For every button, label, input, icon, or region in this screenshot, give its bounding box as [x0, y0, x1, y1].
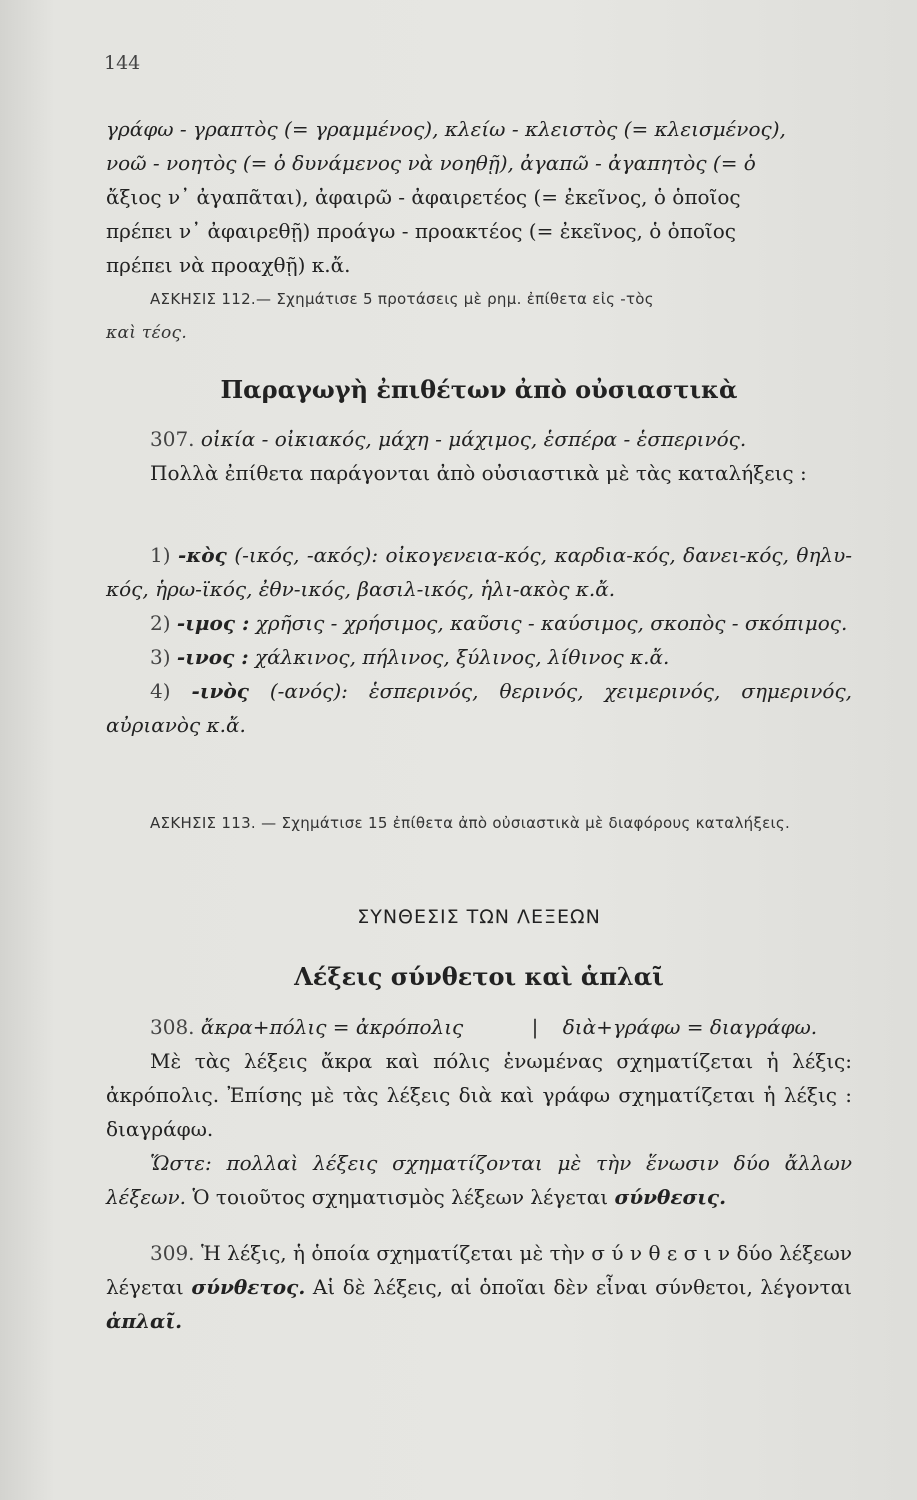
- section-heading-1: [106, 375, 852, 404]
- term-bold: ἁπλαῖ.: [106, 1309, 183, 1333]
- intro-paragraph: [106, 112, 852, 282]
- section-title: ΣΥΝΘΕΣΙΣ ΤΩΝ ΛΕΞΕΩΝ: [357, 906, 601, 928]
- ending-item: 3) -ινος : χάλκινος, πήλινος, ξύλινος, λίθινος κ.ἄ.: [150, 645, 670, 669]
- paragraph-text: Αἱ δὲ λέξεις, αἱ ὁποῖαι δὲν εἶναι σύνθετοι, λέγονται: [312, 1275, 852, 1299]
- ending-item: 4) -ινὸς (-ανός): ἑσπερινός, θερινός, χειμερινός, σημερινός, αὐριανὸς κ.ἄ.: [106, 679, 853, 737]
- page-number: 144: [104, 52, 141, 74]
- paragraph-number: 307.: [150, 427, 195, 451]
- term-bold: σύνθεσις.: [614, 1185, 727, 1209]
- paragraph-text: Πολλὰ ἐπίθετα παράγονται ἀπὸ οὐσιαστικὰ μὲ τὰς καταλήξεις :: [150, 461, 807, 485]
- intro-line: ἄξιος ν᾽ ἀγαπᾶται), ἀφαιρῶ - ἀφαιρετέος (= ἐκεῖνος, ὁ ὁποῖος: [106, 185, 741, 209]
- section-subtitle: Λέξεις σύνθετοι καὶ ἁπλαῖ: [294, 962, 664, 991]
- example-1: ἄκρα+πόλις = ἀκρόπολις: [200, 1015, 464, 1039]
- intro-line: γράφω - γραπτὸς (= γραμμένος), κλείω - κλειστὸς (= κλεισμένος),: [106, 117, 786, 141]
- term-bold: σύνθετος.: [191, 1275, 306, 1299]
- exercise-text: Σχημάτισε 5 προτάσεις μὲ ρημ. ἐπίθετα εἰς -τὸς: [276, 290, 654, 308]
- section-heading-2: [106, 906, 852, 928]
- paragraph-307: [106, 422, 852, 490]
- ending-item: 2) -ιμος : χρῆσις - χρήσιμος, καῦσις - καύσιμος, σκοπὸς - σκόπιμος.: [150, 611, 848, 635]
- paragraph-309: [106, 1236, 852, 1338]
- exercise-113: [106, 806, 852, 840]
- example-2: διὰ+γράφω = διαγράφω.: [562, 1015, 818, 1039]
- ending-item: 1) -κὸς (-ικός, -ακός): οἰκογενεια-κός, καρδια-κός, δανει-κός, θηλυ-κός, ἡρω-ϊκός, ἐθν-ικός, βασιλ-ικός, ἡλι-ακὸς κ.ἄ.: [106, 543, 853, 601]
- endings-list: [106, 538, 852, 742]
- rule-text: Ὥστε: πολλαὶ λέξεις σχηματίζονται μὲ τὴν ἕνωσιν δύο ἄλλων λέξεων.: [106, 1151, 852, 1209]
- section-heading-3: [106, 962, 852, 991]
- exercise-112: [106, 282, 852, 350]
- intro-line: νοῶ - νοητὸς (= ὁ δυνάμενος νὰ νοηθῇ), ἀγαπῶ - ἀγαπητὸς (= ὁ: [106, 151, 756, 175]
- intro-line: πρέπει ν᾽ ἀφαιρεθῇ) προάγω - προακτέος (= ἐκεῖνος, ὁ ὁποῖος: [106, 219, 736, 243]
- divider: |: [531, 1015, 539, 1039]
- paragraph-text: Μὲ τὰς λέξεις ἄκρα καὶ πόλις ἑνωμένας σχηματίζεται ἡ λέξις: ἀκρόπολις. Ἐπίσης μὲ τὰς λέξεις διὰ καὶ γράφω σχηματίζεται ἡ λέξις : διαγράφω.: [106, 1049, 852, 1141]
- exercise-text-end: καὶ τέος.: [106, 323, 188, 343]
- section-title: Παραγωγὴ ἐπιθέτων ἀπὸ οὐσιαστικὰ: [220, 375, 738, 404]
- paragraph-text: Ἡ λέξις, ἡ ὁποία σχηματίζεται μὲ τὴν σ ύ ν θ ε σ ι ν δύο λέξεων λέγεται: [106, 1241, 852, 1299]
- paragraph-number: 309.: [150, 1241, 195, 1265]
- rule-text-normal: Ὁ τοιοῦτος σχηματισμὸς λέξεων λέγεται: [192, 1185, 609, 1209]
- intro-line: πρέπει νὰ προαχθῇ) κ.ἄ.: [106, 253, 351, 277]
- examples: οἰκία - οἰκιακός, μάχη - μάχιμος, ἑσπέρα - ἑσπερινός.: [200, 427, 747, 451]
- exercise-text: Σχημάτισε 15 ἐπίθετα ἀπὸ οὐσιαστικὰ μὲ διαφόρους καταλήξεις.: [281, 814, 791, 832]
- exercise-label: ΑΣΚΗΣΙΣ 112.—: [150, 290, 272, 308]
- exercise-label: ΑΣΚΗΣΙΣ 113. —: [150, 814, 277, 832]
- paragraph-308: [106, 1010, 852, 1214]
- paragraph-number: 308.: [150, 1015, 195, 1039]
